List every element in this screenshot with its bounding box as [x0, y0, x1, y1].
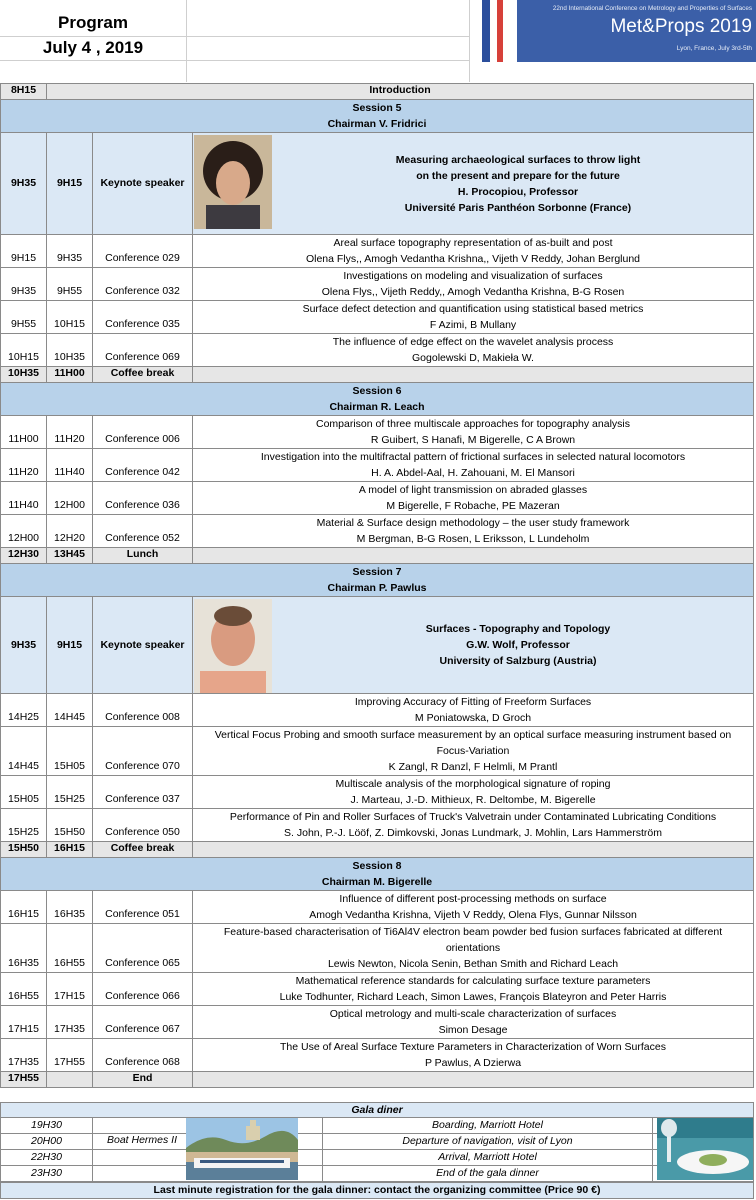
talk-row: [0, 776, 754, 809]
talk-title: Multiscale analysis of the morphological signature of roping: [335, 778, 611, 790]
program-title: [0, 10, 186, 60]
end-time: 11H40: [46, 449, 92, 481]
session-title-cell: [0, 858, 754, 890]
end-time: 9H35: [46, 235, 92, 267]
conference-id: Conference 008: [92, 694, 192, 726]
talk-title: The Use of Areal Surface Texture Parameters in Characterization of Worn Surfaces: [280, 1041, 666, 1053]
talk-row: [0, 1039, 754, 1072]
session-header: [0, 383, 754, 416]
talk-title: Mathematical reference standards for calculating surface texture parameters: [295, 975, 651, 987]
conference-id: Conference 052: [92, 515, 192, 547]
talk-title: Material & Surface design methodology – the user study framework: [316, 517, 630, 529]
talk-info: [192, 268, 754, 300]
gala-row: [0, 1118, 754, 1134]
keynote-line: Université Paris Panthéon Sorbonne (France): [404, 201, 632, 214]
session-header: [0, 858, 754, 891]
end-time: 15H05: [46, 727, 92, 775]
conference-id: Conference 006: [92, 416, 192, 448]
break-label: Lunch: [92, 548, 192, 563]
start-time: 16H15: [0, 891, 46, 923]
talk-info: [192, 334, 754, 366]
talk-line: S. John, P.-J. Lööf, Z. Dimkovski, Jonas Lundmark, J. Mohlin, Lars Hammerström: [284, 827, 662, 839]
end-time: 16H15: [46, 842, 92, 857]
talk-line: P Pawlus, A Dzierwa: [424, 1057, 522, 1069]
session-title-cell: [0, 383, 754, 415]
talk-row: [0, 727, 754, 776]
program-header: [0, 0, 756, 82]
talk-line: M Bergman, B-G Rosen, L Eriksson, L Lundeholm: [356, 533, 590, 545]
start-time: 11H20: [0, 449, 46, 481]
talk-row: [0, 334, 754, 367]
talk-row: [0, 301, 754, 334]
keynote-label: Keynote speaker: [92, 597, 192, 693]
session-chair: Chairman V. Fridrici: [327, 118, 427, 130]
conference-id: Conference 066: [92, 973, 192, 1005]
talk-info: [192, 1039, 754, 1071]
start-time: 10H15: [0, 334, 46, 366]
intro-row: [0, 83, 754, 100]
conference-id: Conference 050: [92, 809, 192, 841]
talk-row: [0, 809, 754, 842]
start-time: 10H35: [0, 367, 46, 382]
conference-id: Conference 065: [92, 924, 192, 972]
end-time: 9H15: [46, 133, 92, 234]
start-time: 9H35: [0, 268, 46, 300]
flag-stripe-blue: [482, 0, 490, 62]
talk-info: [192, 973, 754, 1005]
end-time: 14H45: [46, 694, 92, 726]
talk-line: Amogh Vedantha Krishna, Vijeth V Reddy, Olena Flys, Gunnar Nilsson: [309, 909, 637, 921]
talk-title: Improving Accuracy of Fitting of Freeform Surfaces: [354, 696, 592, 708]
start-time: 15H50: [0, 842, 46, 857]
grid-line: [469, 0, 470, 82]
break-label: Coffee break: [92, 367, 192, 382]
break-row: [0, 842, 754, 858]
keynote-line: University of Salzburg (Austria): [439, 655, 597, 667]
gala-time: 22H30: [0, 1150, 92, 1165]
gala-time: 19H30: [0, 1118, 92, 1133]
empty-cell: [192, 367, 754, 382]
gala-row: [0, 1150, 754, 1166]
keynote-text: [283, 597, 753, 693]
end-time: 17H55: [46, 1039, 92, 1071]
talk-info: [192, 1006, 754, 1038]
end-time: 9H55: [46, 268, 92, 300]
gala-boat: Boat Hermes II: [106, 1134, 178, 1146]
talk-info: [192, 776, 754, 808]
keynote-line: Surfaces - Topography and Topology: [425, 623, 611, 635]
banner-name: Met&Props 2019: [610, 16, 752, 37]
talk-row: [0, 416, 754, 449]
talk-title: Vertical Focus Probing and smooth surface measurement by an optical surface measuring instrument based on: [214, 729, 732, 741]
talk-info: [192, 449, 754, 481]
session-chair: Chairman M. Bigerelle: [321, 876, 433, 888]
end-time: 12H00: [46, 482, 92, 514]
session-title: Session 6: [352, 385, 402, 397]
conference-id: Conference 032: [92, 268, 192, 300]
end-time: 10H15: [46, 301, 92, 333]
end-time: 11H20: [46, 416, 92, 448]
end-time: 13H45: [46, 548, 92, 563]
keynote-row: [0, 133, 754, 235]
program-date: July 4 , 2019: [42, 38, 144, 57]
end-time: 15H50: [46, 809, 92, 841]
talk-title: Influence of different post-processing methods on surface: [339, 893, 607, 905]
conference-id: Conference 042: [92, 449, 192, 481]
talk-info: [192, 924, 754, 972]
start-time: 14H25: [0, 694, 46, 726]
end-time: 9H15: [46, 597, 92, 693]
talk-line: Olena Flys,, Vijeth Reddy,, Amogh Vedantha Krishna, B-G Rosen: [321, 286, 625, 298]
start-time: 15H05: [0, 776, 46, 808]
session-title: Session 7: [352, 566, 402, 578]
conference-id: Conference 036: [92, 482, 192, 514]
banner-subtitle: 22nd International Conference on Metrology and Properties of Surfaces: [552, 5, 752, 12]
gala-desc: Departure of navigation, visit of Lyon: [322, 1134, 652, 1149]
end-time: 11H00: [46, 367, 92, 382]
conference-id: Conference 029: [92, 235, 192, 267]
talk-info: [192, 235, 754, 267]
session-title-cell: [0, 564, 754, 596]
intro-time: 8H15: [0, 84, 46, 99]
gala-row: [0, 1166, 754, 1182]
keynote-line: on the present and prepare for the future: [416, 169, 620, 182]
start-time: 9H35: [0, 597, 46, 693]
session-chair: Chairman R. Leach: [329, 401, 425, 413]
program-table: [0, 83, 754, 1088]
flag-stripe-white: [490, 0, 497, 62]
keynote-row: [0, 597, 754, 694]
start-time: 16H55: [0, 973, 46, 1005]
keynote-cell: [192, 597, 754, 693]
talk-info: [192, 809, 754, 841]
session-header: [0, 564, 754, 597]
conference-banner: [482, 0, 756, 62]
talk-line: Olena Flys,, Amogh Vedantha Krishna,, Vijeth V Reddy, Johan Berglund: [305, 253, 641, 265]
empty-cell: [192, 1072, 754, 1087]
talk-row: [0, 268, 754, 301]
talk-info: [192, 301, 754, 333]
start-time: 12H00: [0, 515, 46, 547]
gala-boat-cell: [92, 1118, 192, 1133]
talk-line: M Bigerelle, F Robache, PE Mazeran: [386, 500, 560, 512]
start-time: 17H55: [0, 1072, 46, 1087]
talk-title: Areal surface topography representation of as-built and post: [333, 237, 613, 249]
talk-row: [0, 449, 754, 482]
talk-line: Luke Todhunter, Richard Leach, Simon Lawes, François Blateyron and Peter Harris: [279, 991, 667, 1003]
empty-cell: [192, 842, 754, 857]
start-time: 17H15: [0, 1006, 46, 1038]
conference-id: Conference 035: [92, 301, 192, 333]
start-time: 14H45: [0, 727, 46, 775]
talk-title: Investigation into the multifractal pattern of frictional surfaces in selected natural locomotors: [260, 451, 686, 463]
lyon-photo: [186, 1118, 298, 1180]
conference-id: Conference 069: [92, 334, 192, 366]
banner-location: Lyon, France, July 3rd-5th: [676, 45, 752, 52]
end-time: 16H35: [46, 891, 92, 923]
start-time: 9H15: [0, 235, 46, 267]
end-time: 10H35: [46, 334, 92, 366]
conference-id: Conference 068: [92, 1039, 192, 1071]
talk-row: [0, 515, 754, 548]
conference-id: Conference 070: [92, 727, 192, 775]
conference-id: Conference 037: [92, 776, 192, 808]
keynote-line: G.W. Wolf, Professor: [466, 639, 570, 651]
talk-row: [0, 694, 754, 727]
talk-line: orientations: [445, 942, 501, 954]
session-header: [0, 100, 754, 133]
talk-title: A model of light transmission on abraded glasses: [358, 484, 588, 496]
talk-line: Gogolewski D, Makieła W.: [412, 352, 534, 364]
keynote-cell: [192, 133, 754, 234]
start-time: 12H30: [0, 548, 46, 563]
grid-line: [0, 60, 470, 61]
session-title-cell: [0, 100, 754, 132]
break-row: [0, 548, 754, 564]
program-label: Program: [58, 13, 128, 32]
session-title: Session 5: [352, 102, 402, 114]
keynote-line: Measuring archaeological surfaces to throw light: [395, 153, 641, 166]
gala-desc: Boarding, Marriott Hotel: [322, 1118, 652, 1133]
talk-row: [0, 235, 754, 268]
gala-title: Gala diner: [0, 1102, 754, 1118]
session-chair: Chairman P. Pawlus: [327, 582, 427, 594]
end-time: 12H20: [46, 515, 92, 547]
gala-desc: End of the gala dinner: [322, 1166, 652, 1181]
talk-info: [192, 694, 754, 726]
flag-stripe-red: [497, 0, 503, 62]
talk-line: Lewis Newton, Nicola Senin, Bethan Smith and Richard Leach: [327, 958, 619, 970]
talk-info: [192, 482, 754, 514]
talk-line: H. A. Abdel-Aal, H. Zahouani, M. El Mansori: [371, 467, 575, 479]
talk-line: J. Marteau, J.-D. Mithieux, R. Deltombe, M. Bigerelle: [350, 794, 596, 806]
session-title: Session 8: [352, 860, 402, 872]
break-label: Coffee break: [92, 842, 192, 857]
talk-info: [192, 515, 754, 547]
talk-line: Simon Desage: [438, 1024, 508, 1036]
start-time: 9H55: [0, 301, 46, 333]
end-time: 15H25: [46, 776, 92, 808]
talk-line: F Azimi, B Mullany: [429, 319, 517, 331]
talk-row: [0, 973, 754, 1006]
end-time: 16H55: [46, 924, 92, 972]
start-time: 11H00: [0, 416, 46, 448]
break-row: [0, 367, 754, 383]
dish-photo: [657, 1118, 753, 1180]
end-time: 17H15: [46, 973, 92, 1005]
grid-line: [186, 0, 187, 82]
start-time: 9H35: [0, 133, 46, 234]
conference-id: Conference 051: [92, 891, 192, 923]
talk-info: [192, 727, 754, 775]
start-time: 15H25: [0, 809, 46, 841]
keynote-line: H. Procopiou, Professor: [457, 185, 579, 198]
talk-title: Surface defect detection and quantification using statistical based metrics: [302, 303, 644, 315]
talk-title: Investigations on modeling and visualization of surfaces: [343, 270, 603, 282]
talk-row: [0, 891, 754, 924]
start-time: 11H40: [0, 482, 46, 514]
gala-footer: Last minute registration for the gala dinner: contact the organizing committee (Price 90 €): [0, 1182, 754, 1199]
talk-line: Focus-Variation: [436, 745, 510, 757]
talk-row: [0, 924, 754, 973]
gala-time: 23H30: [0, 1166, 92, 1181]
talk-info: [192, 416, 754, 448]
break-row: [0, 1072, 754, 1088]
intro-label: Introduction: [46, 84, 754, 99]
gala-boat-cell: [92, 1166, 192, 1181]
talk-row: [0, 482, 754, 515]
talk-title: Comparison of three multiscale approaches for topography analysis: [315, 418, 630, 430]
talk-line: M Poniatowska, D Groch: [414, 712, 532, 724]
keynote-label: Keynote speaker: [92, 133, 192, 234]
talk-title: The influence of edge effect on the wavelet analysis process: [332, 336, 614, 348]
start-time: 16H35: [0, 924, 46, 972]
speaker-photo: [194, 135, 272, 229]
start-time: 17H35: [0, 1039, 46, 1071]
end-time: 17H35: [46, 1006, 92, 1038]
gala-desc: Arrival, Marriott Hotel: [322, 1150, 652, 1165]
talk-row: [0, 1006, 754, 1039]
talk-title: Performance of Pin and Roller Surfaces of Truck's Valvetrain under Contaminated Lubricating Conditions: [229, 811, 717, 823]
talk-title: Feature-based characterisation of Ti6Al4V electron beam powder bed fusion surfaces fabricated at different: [223, 926, 723, 938]
gala-boat-cell: [92, 1150, 192, 1165]
break-label: End: [92, 1072, 192, 1087]
speaker-photo: [194, 599, 272, 693]
conference-id: Conference 067: [92, 1006, 192, 1038]
keynote-text: [283, 133, 753, 234]
gala-time: 20H00: [0, 1134, 92, 1149]
talk-line: R Guibert, S Hanafi, M Bigerelle, C A Brown: [370, 434, 576, 446]
talk-info: [192, 891, 754, 923]
talk-title: Optical metrology and multi-scale characterization of surfaces: [329, 1008, 617, 1020]
talk-line: K Zangl, R Danzl, F Helmli, M Prantl: [388, 761, 558, 773]
end-time: [46, 1072, 92, 1087]
empty-cell: [192, 548, 754, 563]
